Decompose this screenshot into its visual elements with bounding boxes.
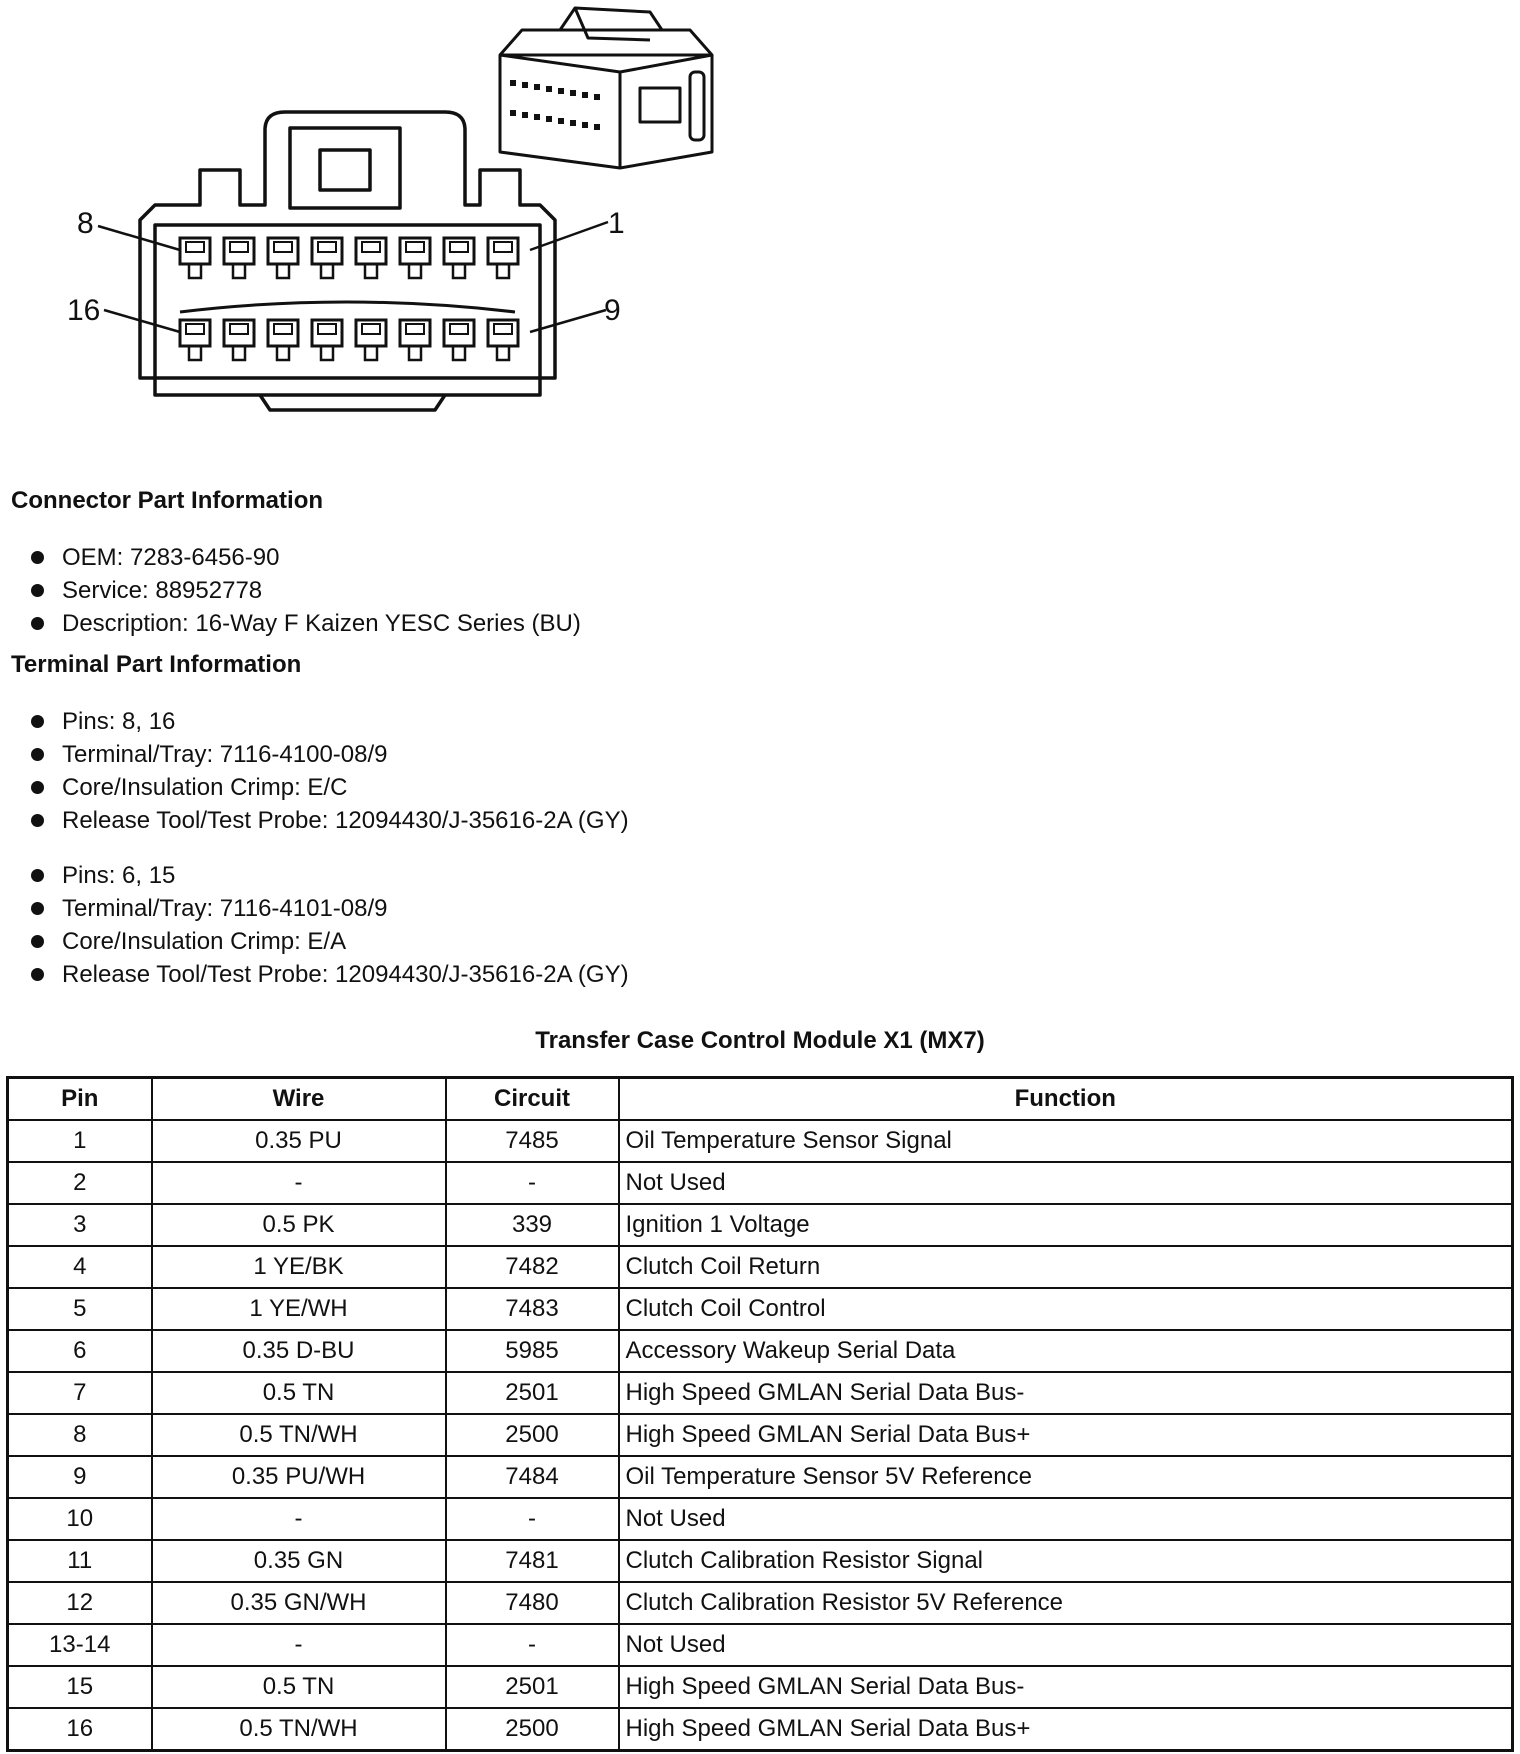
cell-circuit: 2501 <box>446 1372 619 1414</box>
column-header-pin: Pin <box>8 1078 152 1121</box>
terminal-part-info-list-2 <box>30 859 629 991</box>
table-row <box>8 1330 1513 1372</box>
table-row <box>8 1204 1513 1246</box>
cell-wire: 0.5 TN <box>152 1372 446 1414</box>
list-item: OEM: 7283-6456-90 <box>30 541 581 574</box>
terminal-part-info-title: Terminal Part Information <box>11 651 302 678</box>
cell-pin: 5 <box>8 1288 152 1330</box>
pin-label-9: 9 <box>604 294 621 327</box>
cell-circuit: 7483 <box>446 1288 619 1330</box>
cavity <box>400 320 430 360</box>
cell-pin: 12 <box>8 1582 152 1624</box>
list-item: Pins: 8, 16 <box>30 705 629 738</box>
cell-circuit: 7481 <box>446 1540 619 1582</box>
list-item: Core/Insulation Crimp: E/C <box>30 771 629 804</box>
cell-function: Clutch Coil Control <box>619 1288 1513 1330</box>
cell-wire: 0.5 TN/WH <box>152 1708 446 1751</box>
list-item: Pins: 6, 15 <box>30 859 629 892</box>
list-item: Release Tool/Test Probe: 12094430/J-35616-2A (GY) <box>30 958 629 991</box>
cell-function: Not Used <box>619 1162 1513 1204</box>
connector-part-info-title: Connector Part Information <box>11 487 324 514</box>
cell-wire: 0.5 PK <box>152 1204 446 1246</box>
cavity <box>356 238 386 278</box>
cell-function: High Speed GMLAN Serial Data Bus+ <box>619 1708 1513 1751</box>
pin-label-16: 16 <box>67 294 101 327</box>
column-header-circuit: Circuit <box>446 1078 619 1121</box>
cell-pin: 4 <box>8 1246 152 1288</box>
cell-pin: 9 <box>8 1456 152 1498</box>
cavity-divider <box>180 302 515 312</box>
cell-wire: 0.35 PU/WH <box>152 1456 446 1498</box>
cavity-row-top <box>180 238 518 278</box>
cell-wire: - <box>152 1498 446 1540</box>
cell-function: Oil Temperature Sensor Signal <box>619 1120 1513 1162</box>
cell-wire: - <box>152 1624 446 1666</box>
cell-pin: 13-14 <box>8 1624 152 1666</box>
cavity <box>224 238 254 278</box>
table-row <box>8 1246 1513 1288</box>
table-row <box>8 1372 1513 1414</box>
cell-wire: 1 YE/WH <box>152 1288 446 1330</box>
cell-wire: 0.35 GN/WH <box>152 1582 446 1624</box>
pin-leader-lines <box>98 222 608 332</box>
list-item: Release Tool/Test Probe: 12094430/J-35616-2A (GY) <box>30 804 629 837</box>
cell-wire: 0.35 PU <box>152 1120 446 1162</box>
cell-pin: 10 <box>8 1498 152 1540</box>
table-row <box>8 1666 1513 1708</box>
cavity <box>400 238 430 278</box>
connector-3d-view <box>500 8 712 168</box>
cell-pin: 8 <box>8 1414 152 1456</box>
cavity <box>180 238 210 278</box>
connector-face-outline <box>140 112 555 410</box>
cavity-row-bottom <box>180 320 518 360</box>
cell-function: Oil Temperature Sensor 5V Reference <box>619 1456 1513 1498</box>
cell-function: Ignition 1 Voltage <box>619 1204 1513 1246</box>
column-header-wire: Wire <box>152 1078 446 1121</box>
cavity <box>444 238 474 278</box>
cell-function: Not Used <box>619 1624 1513 1666</box>
cell-pin: 15 <box>8 1666 152 1708</box>
cell-circuit: 7485 <box>446 1120 619 1162</box>
cell-circuit: 5985 <box>446 1330 619 1372</box>
table-row <box>8 1708 1513 1751</box>
cell-circuit: 2500 <box>446 1414 619 1456</box>
list-item: Service: 88952778 <box>30 574 581 607</box>
cell-circuit: 339 <box>446 1204 619 1246</box>
table-header-row <box>8 1078 1513 1121</box>
connector-part-info-list <box>30 541 581 640</box>
cell-function: Not Used <box>619 1498 1513 1540</box>
cell-wire: 0.5 TN/WH <box>152 1414 446 1456</box>
cavity <box>312 320 342 360</box>
table-row <box>8 1540 1513 1582</box>
pin-label-8: 8 <box>77 207 94 240</box>
pinout-table <box>6 1076 1514 1752</box>
cell-circuit: - <box>446 1162 619 1204</box>
table-row <box>8 1162 1513 1204</box>
cavity <box>180 320 210 360</box>
table-title: Transfer Case Control Module X1 (MX7) <box>535 1027 985 1054</box>
cell-pin: 11 <box>8 1540 152 1582</box>
pin-label-1: 1 <box>608 207 625 240</box>
list-item: Description: 16-Way F Kaizen YESC Series (BU) <box>30 607 581 640</box>
cell-function: High Speed GMLAN Serial Data Bus- <box>619 1666 1513 1708</box>
cell-pin: 6 <box>8 1330 152 1372</box>
cell-function: Clutch Calibration Resistor Signal <box>619 1540 1513 1582</box>
table-row <box>8 1120 1513 1162</box>
cell-circuit: - <box>446 1624 619 1666</box>
cell-wire: 1 YE/BK <box>152 1246 446 1288</box>
cavity <box>488 320 518 360</box>
connector-3d-cavities <box>510 80 600 130</box>
cell-function: Accessory Wakeup Serial Data <box>619 1330 1513 1372</box>
table-row <box>8 1414 1513 1456</box>
cell-wire: 0.35 GN <box>152 1540 446 1582</box>
cell-circuit: 2501 <box>446 1666 619 1708</box>
cavity <box>488 238 518 278</box>
cell-pin: 7 <box>8 1372 152 1414</box>
table-body <box>8 1120 1513 1751</box>
cell-circuit: 7482 <box>446 1246 619 1288</box>
terminal-part-info-list-1 <box>30 705 629 837</box>
table-row <box>8 1624 1513 1666</box>
cell-circuit: 7480 <box>446 1582 619 1624</box>
cell-circuit: - <box>446 1498 619 1540</box>
cell-pin: 1 <box>8 1120 152 1162</box>
table-row <box>8 1288 1513 1330</box>
cell-wire: 0.5 TN <box>152 1666 446 1708</box>
table-row <box>8 1456 1513 1498</box>
table-row <box>8 1582 1513 1624</box>
cavity <box>312 238 342 278</box>
cell-circuit: 7484 <box>446 1456 619 1498</box>
cell-function: High Speed GMLAN Serial Data Bus+ <box>619 1414 1513 1456</box>
list-item: Core/Insulation Crimp: E/A <box>30 925 629 958</box>
cell-pin: 2 <box>8 1162 152 1204</box>
cavity <box>444 320 474 360</box>
cell-wire: - <box>152 1162 446 1204</box>
cell-function: High Speed GMLAN Serial Data Bus- <box>619 1372 1513 1414</box>
cell-circuit: 2500 <box>446 1708 619 1751</box>
cell-pin: 3 <box>8 1204 152 1246</box>
cavity <box>356 320 386 360</box>
cavity <box>224 320 254 360</box>
cell-function: Clutch Calibration Resistor 5V Reference <box>619 1582 1513 1624</box>
cell-wire: 0.35 D-BU <box>152 1330 446 1372</box>
cell-pin: 16 <box>8 1708 152 1751</box>
list-item: Terminal/Tray: 7116-4101-08/9 <box>30 892 629 925</box>
cavity <box>268 320 298 360</box>
table-row <box>8 1498 1513 1540</box>
list-item: Terminal/Tray: 7116-4100-08/9 <box>30 738 629 771</box>
connector-diagram <box>0 0 760 420</box>
cavity <box>268 238 298 278</box>
column-header-function: Function <box>619 1078 1513 1121</box>
cell-function: Clutch Coil Return <box>619 1246 1513 1288</box>
